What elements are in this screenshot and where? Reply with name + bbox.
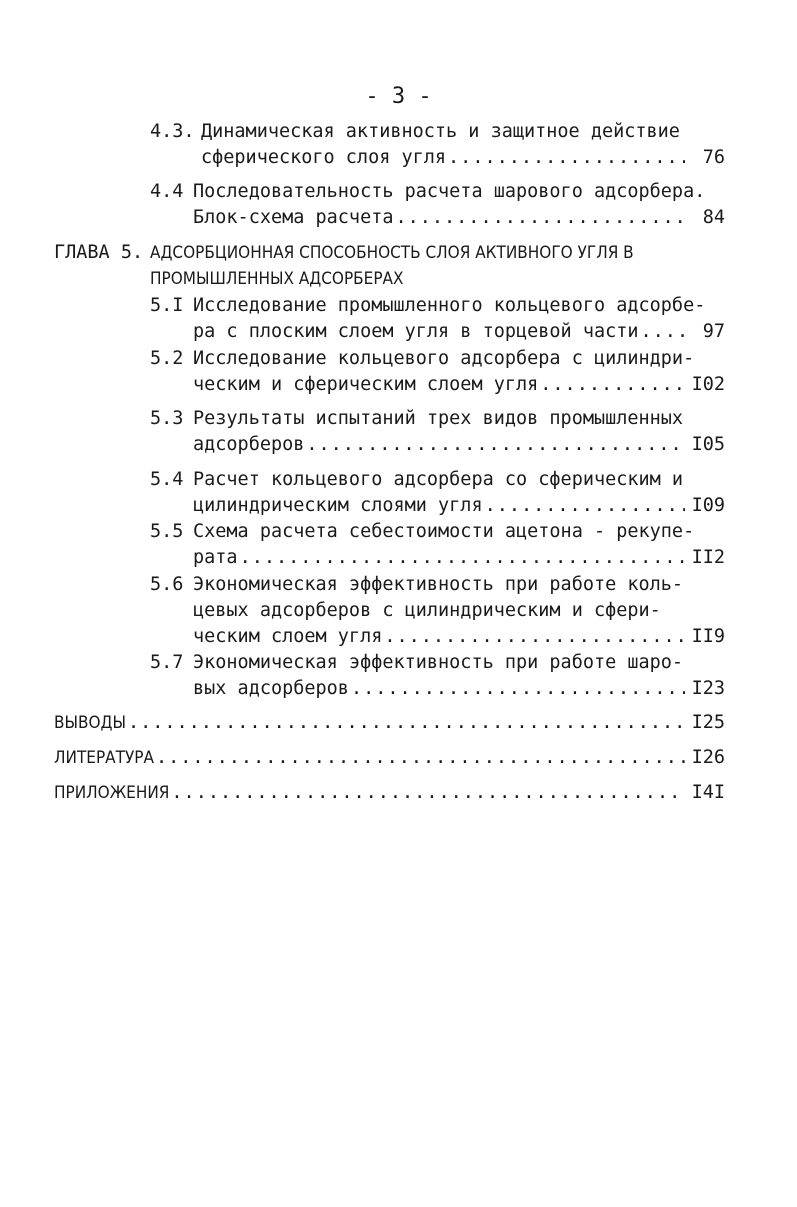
toc-entry-5-6-title-end: ческим слоем угля	[193, 626, 383, 647]
toc-entry-4-4-title-end: Блок-схема расчета	[193, 207, 394, 228]
toc-entry-conclusions	[54, 711, 725, 735]
toc-entry-5-7-line2	[193, 677, 725, 701]
toc-entry-5-5-line1: Схема расчета себестоимости ацетона - рекупе-	[193, 521, 695, 542]
page-number: - 3 -	[365, 84, 432, 109]
toc-entry-conclusions-label: ВЫВОДЫ	[54, 713, 126, 733]
toc-entry-5-5-title-end: рата	[193, 547, 238, 568]
toc-entry-5-6-number: 5.6	[150, 574, 184, 595]
toc-entry-5-1-number: 5.I	[150, 295, 184, 316]
toc-entry-5-7-line1: Экономическая эффективность при работе шаро-	[193, 652, 684, 673]
toc-entry-5-2-title-end: ческим и сферическим слоем угля	[193, 374, 539, 395]
toc-entry-5-6-page: II9	[691, 626, 725, 647]
toc-entry-4-4-line2	[193, 206, 725, 230]
toc-entry-5-6-line2: цевых адсорберов с цилиндрическим и сфери-	[193, 600, 661, 621]
toc-entry-appendices-page: I4I	[691, 782, 725, 803]
toc-entry-5-6-line3	[193, 625, 725, 649]
toc-entry-4-4-number: 4.4	[150, 181, 184, 202]
toc-entry-5-1-line1: Исследование промышленного кольцевого адсорбе-	[193, 295, 706, 316]
toc-entry-5-7-title-end: вых адсорберов	[193, 678, 349, 699]
toc-entry-5-4-line2	[193, 494, 725, 518]
toc-entry-literature-page: I26	[691, 747, 725, 768]
toc-entry-5-3-page: I05	[691, 434, 725, 455]
toc-entry-5-7-number: 5.7	[150, 652, 184, 673]
toc-entry-5-2-number: 5.2	[150, 348, 184, 369]
toc-entry-5-4-number: 5.4	[150, 469, 184, 490]
toc-entry-4-3-line1: Динамическая активность и защитное действие	[201, 121, 680, 142]
chapter-5-title-line2: ПРОМЫШЛЕННЫХ АДСОРБЕРАХ	[150, 269, 404, 289]
toc-entry-5-1-page: 97	[702, 321, 725, 342]
toc-entry-4-4-page: 84	[702, 207, 725, 228]
toc-entry-5-4-line1: Расчет кольцевого адсорбера со сферическим и	[193, 469, 684, 490]
toc-entry-literature	[54, 746, 725, 770]
toc-entry-5-2-page: I02	[691, 374, 725, 395]
toc-entry-5-2-line2	[193, 373, 725, 397]
toc-entry-5-3-line1: Результаты испытаний трех видов промышленных	[193, 408, 684, 429]
toc-entry-4-3-page: 76	[702, 147, 725, 168]
toc-entry-appendices	[54, 781, 725, 805]
toc-entry-5-4-page: I09	[691, 495, 725, 516]
toc-entry-appendices-label: ПРИЛОЖЕНИЯ	[54, 783, 170, 803]
toc-entry-4-4-line1: Последовательность расчета шарового адсорбера.	[193, 181, 706, 202]
toc-entry-4-3-title-end: сферического слоя угля	[201, 147, 447, 168]
toc-entry-5-5-page: II2	[691, 547, 725, 568]
toc-entry-4-3-line2	[201, 146, 725, 170]
toc-entry-5-4-title-end: цилиндрическим слоями угля	[193, 495, 483, 516]
chapter-5-label: ГЛАВА 5.	[54, 242, 144, 263]
toc-entry-conclusions-page: I25	[691, 712, 725, 733]
chapter-5-title-line1: АДСОРБЦИОННАЯ СПОСОБНОСТЬ СЛОЯ АКТИВНОГО УГЛЯ В	[150, 243, 634, 263]
toc-entry-4-3-number: 4.3.	[150, 121, 195, 142]
toc-entry-5-6-line1: Экономическая эффективность при работе коль-	[193, 574, 684, 595]
toc-entry-5-3-number: 5.3	[150, 408, 184, 429]
toc-entry-5-2-line1: Исследование кольцевого адсорбера с цилиндри-	[193, 348, 695, 369]
toc-entry-5-7-page: I23	[691, 678, 725, 699]
toc-entry-literature-label: ЛИТЕРАТУРА	[54, 748, 154, 768]
toc-entry-5-5-line2	[193, 546, 725, 570]
toc-entry-5-1-line2	[193, 320, 725, 344]
toc-entry-5-5-number: 5.5	[150, 521, 184, 542]
toc-entry-5-3-title-end: адсорберов	[193, 434, 305, 455]
toc-entry-5-3-line2	[193, 433, 725, 457]
toc-entry-5-1-title-end: ра с плоским слоем угля в торцевой части	[193, 321, 639, 342]
